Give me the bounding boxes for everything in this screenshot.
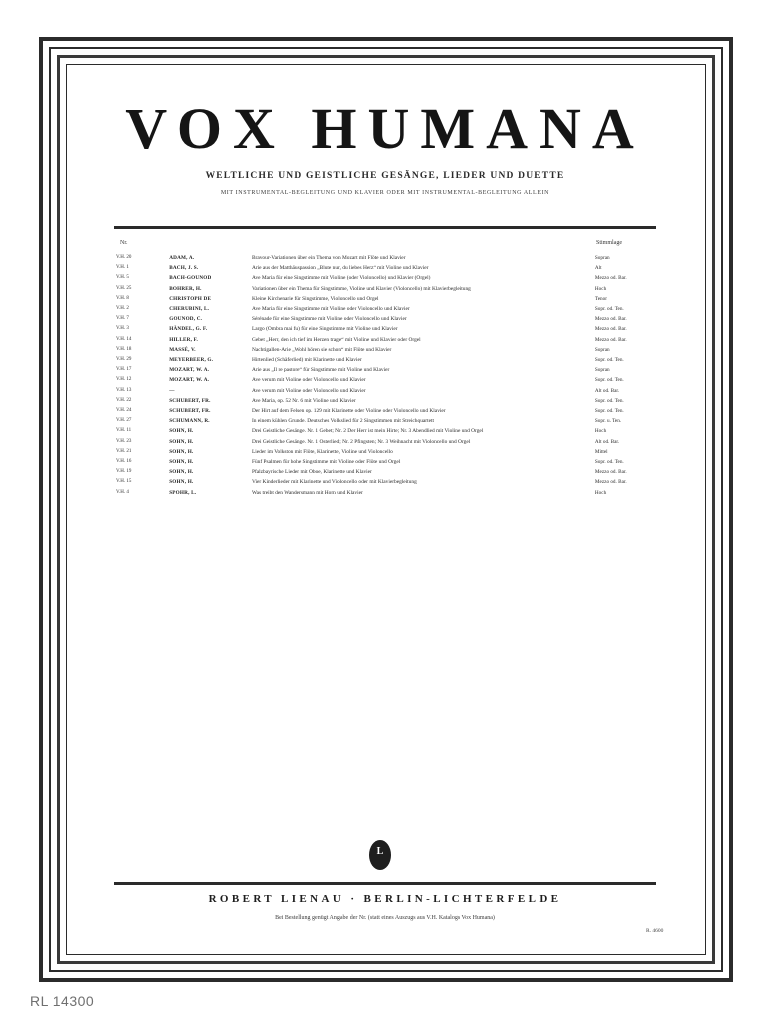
composer-name: SOHN, H.	[169, 469, 194, 476]
work-title: Vier Kinderlieder mit Klarinette und Violoncello oder mit Klavierbegleitung	[251, 479, 417, 486]
work-title: Fünf Psalmen für hohe Singstimme mit Violine oder Flöte und Orgel	[251, 459, 401, 466]
list-item	[116, 305, 656, 313]
list-item	[116, 346, 656, 354]
list-item	[116, 489, 656, 497]
page-title: VOX HUMANA	[125, 96, 645, 161]
catalog-number: V.H. 3	[116, 326, 129, 332]
composer-name: SOHN, H.	[169, 459, 194, 466]
composer-name: CHRISTOPH DE	[169, 295, 212, 302]
voice-type: Mezzo od. Bar.	[594, 326, 627, 333]
order-note: Bei Bestellung genügt Angabe der Nr. (statt eines Auszugs aus V.H. Katalogs Vox Humana)	[275, 915, 495, 921]
list-item	[116, 274, 656, 282]
composer-name: BACH, J. S.	[169, 265, 199, 272]
work-title: Variationen über ein Thema für Singstimme, Violine und Klavier (Violoncello) mit Klavierbegleitung	[251, 285, 471, 292]
list-item	[116, 458, 656, 466]
work-title: Ave Maria, op. 52 Nr. 6 mit Violine und Klavier	[251, 397, 356, 404]
composer-name: SCHUBERT, FR.	[169, 408, 211, 415]
voice-type: Alt od. Bar.	[594, 387, 620, 394]
composer-name: SOHN, H.	[169, 479, 194, 486]
work-title: Was treibt den Wandersmann mit Horn und Klavier	[251, 489, 363, 496]
top-divider	[114, 226, 656, 229]
catalog-number: V.H. 12	[116, 377, 132, 383]
composer-name: GOUNOD, C.	[169, 316, 203, 323]
voice-type: Mittel	[594, 448, 608, 455]
composer-name: HÄNDEL, G. F.	[169, 326, 208, 333]
work-title: Hirtenlied (Schäferlied) mit Klarinette und Klavier	[251, 357, 362, 364]
list-item	[116, 478, 656, 486]
composer-name: MOZART, W. A.	[169, 377, 210, 384]
voice-type: Mezzo od. Bar.	[594, 275, 627, 282]
composer-name: MEYERBEER, G.	[169, 357, 214, 364]
plate-number: R. 4600	[646, 928, 664, 934]
shelfmark: RL 14300	[30, 993, 95, 1009]
voice-type: Mezzo od. Bar.	[594, 469, 627, 476]
catalog-number: V.H. 8	[116, 295, 129, 301]
voice-type: Sopran	[594, 346, 610, 353]
composer-name: MASSÉ, V.	[169, 346, 196, 353]
voice-type: Hoch	[594, 489, 607, 496]
voice-type: Sopr. od. Ten.	[594, 459, 624, 466]
catalog-number: V.H. 24	[116, 408, 132, 414]
composer-name: ADAM, A.	[169, 255, 195, 261]
catalog-number: V.H. 18	[116, 346, 132, 352]
work-title: Der Hirt auf dem Felsen op. 129 mit Klarinette oder Violine oder Violoncello und Klavier	[251, 408, 446, 415]
catalog-number: V.H. 29	[116, 357, 132, 363]
voice-type: Sopr. od. Ten.	[594, 397, 624, 404]
composer-name: CHERUBINI, L.	[169, 306, 210, 313]
list-item	[116, 315, 656, 323]
list-item	[116, 397, 656, 405]
work-title: Ave verum mit Violine oder Violoncello und Klavier	[251, 377, 366, 384]
catalog-number: V.H. 1	[116, 265, 129, 271]
list-item	[116, 336, 656, 344]
voice-type: Sopr. u. Ten.	[594, 418, 622, 425]
work-title: Lieder im Volkston mit Flöte, Klarinette, Violine und Violoncello	[251, 448, 393, 455]
work-title: Ave Maria für eine Singstimme mit Violine oder Violoncello und Klavier	[251, 306, 410, 313]
catalog-number: V.H. 16	[116, 459, 132, 465]
work-title: Drei Geistliche Gesänge. Nr. 1 Osterlied; Nr. 2 Pfingsten; Nr. 3 Weihnacht mit Violoncello und Orgel	[251, 438, 471, 445]
catalog-number: V.H. 22	[116, 397, 132, 403]
voice-type: Sopr. od. Ten.	[594, 306, 624, 313]
work-title: Drei Geistliche Gesänge. Nr. 1 Gebet; Nr. 2 Der Herr ist mein Hirte; Nr. 3 Abendlied mit Violine und Orgel	[251, 428, 484, 435]
catalog-number: V.H. 25	[116, 285, 132, 291]
list-item	[116, 264, 656, 272]
list-item	[116, 376, 656, 384]
catalog-number: V.H. 14	[116, 336, 132, 342]
catalog-number: V.H. 23	[116, 438, 132, 444]
catalog-number: V.H. 27	[116, 418, 132, 424]
list-item	[116, 387, 656, 395]
list-item	[116, 295, 656, 303]
list-item	[116, 407, 656, 415]
list-item	[116, 438, 656, 446]
work-title: Bravour-Variationen über ein Thema von Mozart mit Flöte und Klavier	[251, 255, 406, 261]
voice-type: Hoch	[594, 428, 607, 435]
composer-name: SCHUMANN, R.	[169, 418, 210, 425]
work-title: Gebet „Herr, den ich tief im Herzen trage“ mit Violine und Klavier oder Orgel	[251, 336, 421, 343]
column-header-number: Nr.	[120, 240, 128, 246]
catalog-number: V.H. 11	[116, 428, 132, 434]
voice-type: Sopran	[594, 367, 610, 374]
work-title: Arie aus „Il re pastore“ für Singstimme mit Violine und Klavier	[251, 367, 390, 374]
work-title: Pfalzbayrische Lieder mit Oboe, Klarinette und Klavier	[251, 469, 372, 476]
catalog-number: V.H. 19	[116, 469, 132, 475]
list-item	[116, 325, 656, 333]
work-title: Kleine Kirchenarie für Singstimme, Violoncello und Orgel	[251, 295, 379, 302]
list-item	[116, 417, 656, 425]
page-subtitle-secondary: MIT INSTRUMENTAL-BEGLEITUNG UND KLAVIER ODER MIT INSTRUMENTAL-BEGLEITUNG ALLEIN	[220, 190, 550, 196]
work-title: Nachtigallen-Arie „Wohl hören sie schon“ mit Flöte und Klavier	[251, 346, 392, 353]
list-item	[116, 427, 656, 435]
voice-type: Sopran	[594, 255, 610, 261]
voice-type: Sopr. od. Ten.	[594, 377, 624, 384]
work-title: Largo (Ombra mai fu) für eine Singstimme mit Violine und Klavier	[251, 326, 398, 333]
list-item	[116, 448, 656, 456]
work-title: In einem kühlen Grunde. Deutsches Volkslied für 2 Singstimmen mit Streichquartett	[251, 418, 434, 425]
composer-name: SOHN, H.	[169, 428, 194, 435]
catalog-number: V.H. 13	[116, 387, 132, 393]
voice-type: Sopr. od. Ten.	[594, 408, 624, 415]
publisher-name: ROBERT LIENAU · BERLIN-LICHTERFELDE	[208, 893, 562, 905]
voice-type: Mezzo od. Bar.	[594, 336, 627, 343]
composer-name: HILLER, F.	[169, 336, 198, 343]
work-title: Ave Maria für eine Singstimme mit Violine (oder Violoncello) und Klavier (Orgel)	[251, 275, 431, 282]
voice-type: Mezzo od. Bar.	[594, 316, 627, 323]
voice-type: Sopr. od. Ten.	[594, 357, 624, 364]
page-subtitle: WELTLICHE UND GEISTLICHE GESÄNGE, LIEDER UND DUETTE	[205, 171, 565, 181]
voice-type: Hoch	[594, 285, 607, 292]
catalog-number: V.H. 20	[116, 255, 132, 260]
catalog-list	[116, 254, 656, 499]
voice-type: Alt	[594, 265, 602, 272]
catalog-number: V.H. 17	[116, 367, 132, 373]
inner-border	[66, 64, 706, 955]
voice-type: Tenor	[594, 295, 607, 302]
publisher-logo	[369, 840, 391, 870]
catalog-number: V.H. 4	[116, 489, 129, 495]
list-item	[116, 468, 656, 476]
work-title: Sérénade für eine Singstimme mit Violine oder Violoncello und Klavier	[251, 316, 407, 323]
composer-name: —	[169, 387, 175, 394]
composer-name: MOZART, W. A.	[169, 367, 210, 374]
voice-type: Mezzo od. Bar.	[594, 479, 627, 486]
catalog-number: V.H. 21	[116, 448, 132, 454]
composer-name: SOHN, H.	[169, 438, 194, 445]
work-title: Arie aus der Matthäuspassion „Blute nur, du liebes Herz“ mit Violine und Klavier	[251, 265, 429, 272]
list-item	[116, 254, 656, 262]
work-title: Ave verum mit Violine oder Violoncello und Klavier	[251, 387, 366, 394]
voice-type: Alt od. Bar.	[594, 438, 620, 445]
composer-name: BACH-GOUNOD	[169, 275, 212, 282]
list-item	[116, 285, 656, 293]
list-item	[116, 356, 656, 364]
composer-name: SOHN, H.	[169, 448, 194, 455]
composer-name: SPOHR, L.	[169, 489, 197, 496]
logo-letter: L	[376, 846, 384, 857]
column-header-voice: Stimmlage	[596, 240, 622, 246]
composer-name: SCHUBERT, FR.	[169, 397, 211, 404]
bottom-divider	[114, 882, 656, 885]
composer-name: BOHRER, H.	[169, 285, 202, 292]
catalog-number: V.H. 7	[116, 316, 129, 322]
catalog-number: V.H. 5	[116, 275, 129, 281]
list-item	[116, 366, 656, 374]
catalog-number: V.H. 2	[116, 306, 129, 312]
catalog-number: V.H. 15	[116, 479, 132, 485]
